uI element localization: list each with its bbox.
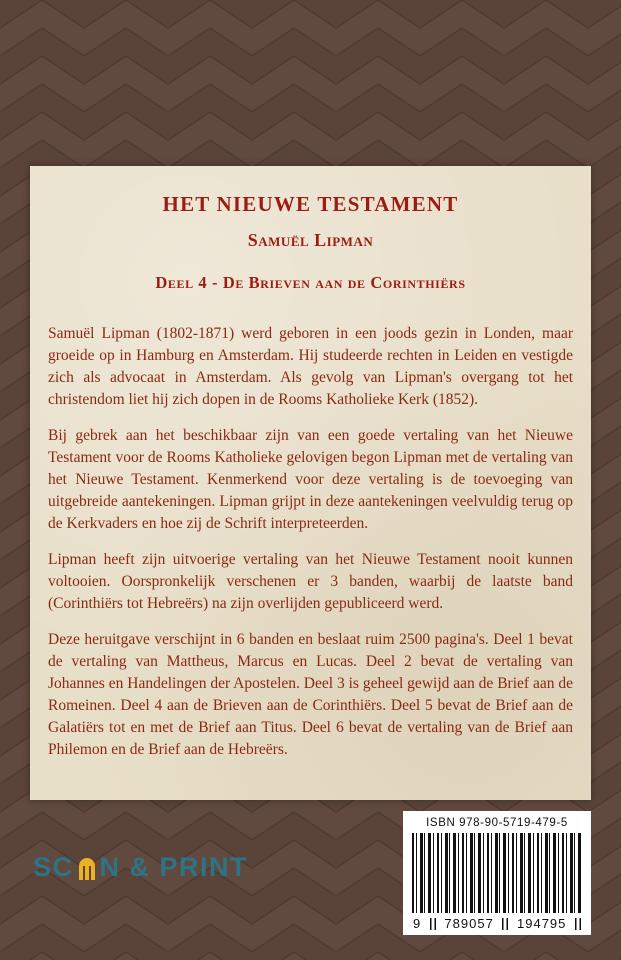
digit-group-2: 789057: [444, 916, 494, 931]
digit-group-1: 9: [413, 916, 422, 931]
book-author: Samuël Lipman: [247, 230, 374, 250]
barcode-panel: [403, 811, 591, 935]
logo-text-prefix: SC: [33, 852, 74, 882]
isbn-label: ISBN 978-90-5719-479-5: [426, 817, 568, 829]
paper-panel: [30, 166, 591, 800]
barcode-digits: [412, 913, 582, 931]
book-volume: Deel 4 - De Brieven aan de Corinthiërs: [155, 273, 466, 292]
barcode-bars: [412, 833, 582, 913]
digit-group-3: 194795: [517, 916, 567, 931]
paragraph-3: Lipman heeft zijn uitvoerige vertaling van het Nieuwe Testament nooit kunnen voltooien. Oorspronkelijk verschenen er 3 banden, waarbij de laatste band (Corinthiërs tot Hebreërs) na zijn overlijden gepubliceerd werd.: [48, 551, 573, 612]
logo-text-suffix: N & PRINT: [99, 852, 249, 882]
guard-bars: [430, 918, 436, 930]
scan-lamp-icon: [76, 854, 98, 881]
publisher-logo: [33, 852, 248, 883]
guard-bars: [575, 918, 581, 930]
book-title: HET NIEUWE TESTAMENT: [162, 192, 459, 216]
guard-bars: [502, 918, 508, 930]
paragraph-2: Bij gebrek aan het beschikbaar zijn van een goede vertaling van het Nieuwe Testament voor de Rooms Katholieke gelovigen begon Lipman met de vertaling van het Nieuwe Testament. Kenmerkend voor deze vertaling is de toevoeging van uitgebreide aantekeningen. Lipman grijpt in deze aantekeningen veelvuldig terug op de Kerkvaders en hoe zij de Schrift interpreteerden.: [48, 427, 573, 532]
paragraph-1: Samuël Lipman (1802-1871) werd geboren in een joods gezin in Londen, maar groeide op in Hamburg en Amsterdam. Hij studeerde rechten in Leiden en vestigde zich als advocaat in Amsterdam. Als gevolg van Lipman's overgang tot het christendom liet hij zich dopen in de Rooms Katholieke Kerk (1852).: [48, 325, 573, 408]
paragraph-4: Deze heruitgave verschijnt in 6 banden en beslaat ruim 2500 pagina's. Deel 1 bevat de vertaling van Mattheus, Marcus en Lucas. Deel 2 bevat de vertaling van Johannes en Handelingen der Apostelen. Deel 3 is geheel gewijd aan de Brief aan de Romeinen. Deel 4 aan de Brieven aan de Corinthiërs. Deel 5 bevat de Brief aan de Galatiërs tot en met de Brief aan Titus. Deel 6 bevat de vertaling van de Brief aan Philemon en de Brief aan de Hebreërs.: [48, 631, 573, 758]
